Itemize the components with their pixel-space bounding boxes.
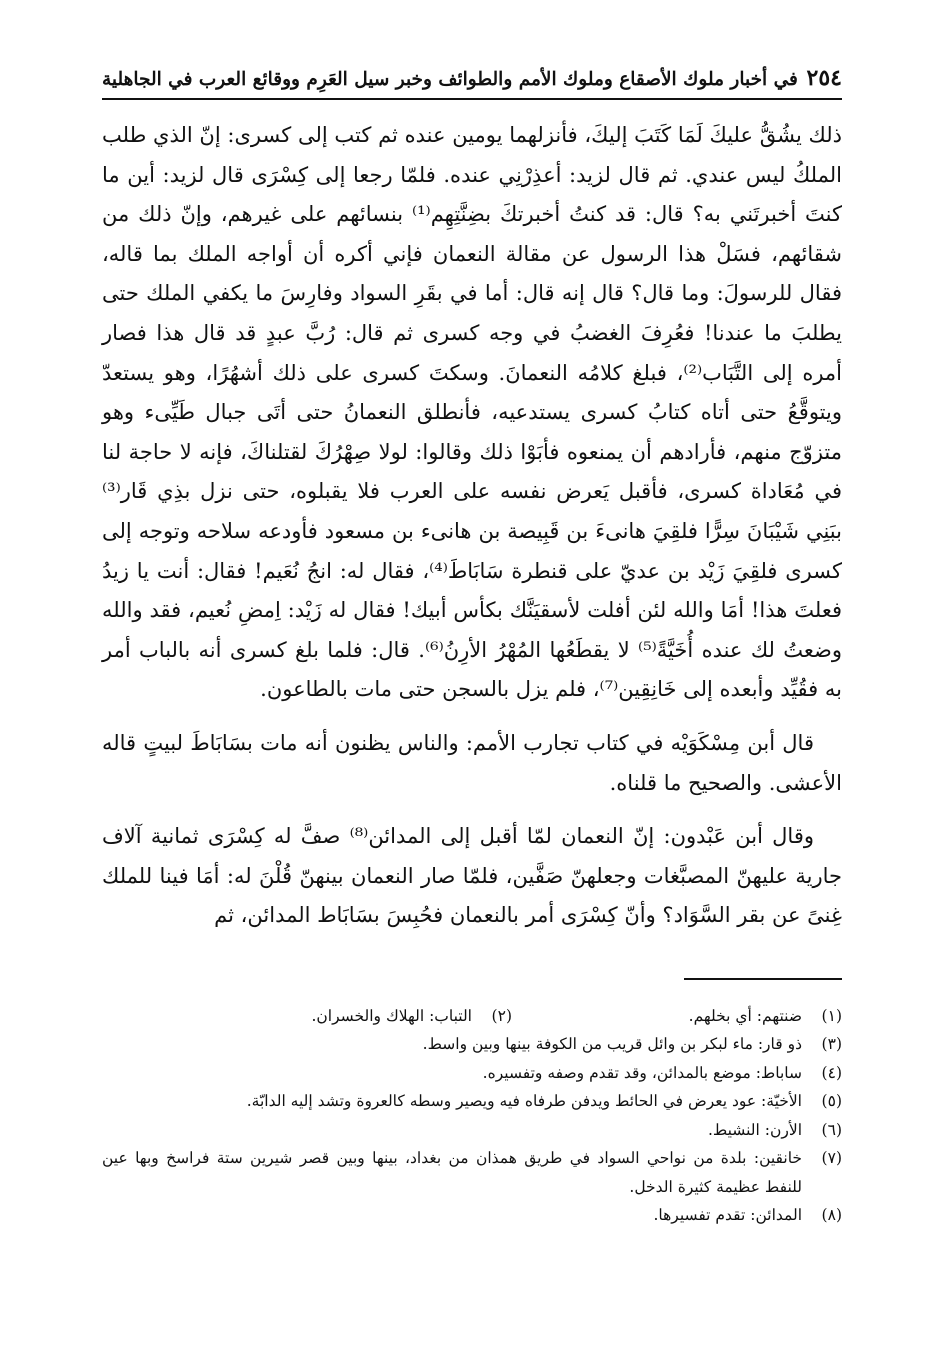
footnote-row xyxy=(102,1087,842,1116)
footnote-item xyxy=(512,1002,842,1031)
footnote-number: (٣) xyxy=(821,1035,842,1054)
footnote-text: ذو قار: ماء لبكر بن وائل قريب من الكوفة بينها وبين واسط. xyxy=(422,1035,802,1054)
running-header xyxy=(102,58,842,100)
main-text xyxy=(102,116,842,936)
footnote-number: (٨) xyxy=(821,1206,842,1225)
footnote-separator xyxy=(684,978,842,980)
footnote-text: التباب: الهلاك والخسران. xyxy=(311,1006,472,1025)
footnote-number: (١) xyxy=(821,1006,842,1025)
footnote-text: ساباط: موضع بالمدائن، وقد تقدم وصفه وتفسيره. xyxy=(482,1063,802,1082)
footnote-row xyxy=(102,1116,842,1145)
footnote-item xyxy=(102,1144,842,1201)
footnote-row xyxy=(102,1030,842,1059)
footnote-item xyxy=(247,1087,842,1116)
footnote-item xyxy=(653,1201,842,1230)
footnote-text: الأرن: النشيط. xyxy=(707,1120,802,1139)
footnote-item xyxy=(708,1116,842,1145)
footnote-item xyxy=(423,1030,842,1059)
footnote-text: خانقين: بلدة من نواحي السواد في طريق همذان من بغداد، بينها وبين قصر شيرين ستة فراسخ وبها عين للنفط عظيمة كثيرة الدخل. xyxy=(102,1149,802,1196)
running-header-title: في أخبار ملوك الأصقاع وملوك الأمم والطوائف وخبر سيل العَرِم ووقائع العرب في الجاهلية xyxy=(102,69,798,90)
footnote-text: الأخيّة: عود يعرض في الحائط ويدفن طرفاه فيه ويصير وسطه كالعروة وتشد إليه الدابّة. xyxy=(246,1092,802,1111)
book-page xyxy=(102,58,842,1349)
footnote-item xyxy=(483,1059,842,1088)
footnote-number: (٥) xyxy=(821,1092,842,1111)
footnote-text: المدائن: تقدم تفسيرها. xyxy=(653,1206,802,1225)
footnote-row xyxy=(102,1201,842,1230)
footnote-item xyxy=(312,1002,513,1031)
paragraph: وقال أبن عَبْدون: إنّ النعمان لمّا أقبل إلى المدائن⁽⁸⁾ صفَّ له كِسْرَى ثمانية آلاف جارية عليهنّ المصبَّغات وجعلهنّ صَفَّين، فلمّا صار النعمان بينهنّ قُلْنَ له: أمَا فينا للملك غِنىً عن بقر السَّوَاد؟ وأنّ كِسْرَى أمر بالنعمان فحُبِسَ بسَابَاط المدائن، ثم xyxy=(102,824,842,928)
footnote-text: ضنتهم: أي بخلهم. xyxy=(688,1006,802,1025)
footnotes xyxy=(102,1002,842,1230)
paragraph: ذلك يشُقُّ عليكَ لَمَا كَتَبَ إليكَ، فأنزلهما يومين عنده ثم كتب إلى كسرى: إنّ الذي طلب الملكُ ليس عندي. ثم قال لزيد: أعذِرْنِي عنده. فلمّا رجعا إلى كِسْرَى قال لزيد: أين ما كنتَ أخبرتَني به؟ قال: قد كنتُ أخبرتكَ بضِنَّتِهِم⁽¹⁾ بنسائهم على غيرهم، وإنّ ذلك من شقائهم، فسَلْ هذا الرسول عن مقالة النعمان فإني أكره أن أواجه الملك بما قاله، فقال للرسولَ: وما قال؟ قال إنه قال: أما في بقَرِ السواد وفارِسَ ما يكفي الملك حتى يطلبَ ما عندنا! فعُرِفَ الغضبُ في وجه كسرى ثم قال: رُبَّ عبدٍ قد قال هذا فصار أمره إلى التَّبَاب⁽²⁾، فبلغ كلامُه النعمانَ. وسكتَ كسرى على ذلك أشهُرًا، وهو يستعدّ ويتوقَّعُ حتى أتاه كتابُ كسرى يستدعيه، فأنطلق النعمانُ حتى أتَى جبال طَيِّىء وهو متزوّج منهم، فأرادهم أن يمنعوه فأبَوْا ذلك وقالوا: لولا صِهْرُكَ لقتلناكَ، فإنه لا حاجة لنا في مُعَاداة كسرى، فأقبل يَعرض نفسه على العرب فلا يقبلوه، حتى نزل بذِي قَار⁽³⁾ ببَنِي شَيْبَانَ سِرًّا فلقِيَ هانىءَ بن قَبِيصة بن هانىء بن مسعود فأودعه سلاحه وتوجه إلى كسرى فلقِيَ زَيْد بن عديّ على قنطرة سَابَاطَ⁽⁴⁾، فقال له: انجُ نُعَيم! فقال: أنت يا زيدُ فعلتَ هذا! أمَا والله لئن أفلت لأسقيَنَّك بكأس أبيك! فقال له زَيْد: اِمضِ نُعيم، فقد والله وضعتُ لك عنده أُخَيَّةً⁽⁵⁾ لا يقطَعُها المُهْرُ الأرِنُ⁽⁶⁾. قال: فلما بلغ كسرى أنه بالباب أمر به فقُيِّد وأبعده إلى خَانِقِين⁽⁷⁾، فلم يزل بالسجن حتى مات بالطاعون. xyxy=(102,123,843,702)
paragraph: قال أبن مِسْكَوَيْه في كتاب تجارب الأمم: والناس يظنون أنه مات بسَابَاطَ لبيتٍ قاله الأعشى. والصحيح ما قلناه. xyxy=(102,730,842,795)
footnote-number: (٧) xyxy=(821,1149,842,1168)
footnote-row xyxy=(102,1144,842,1201)
footnote-number: (٦) xyxy=(821,1120,842,1139)
footnote-number: (٢) xyxy=(491,1006,512,1025)
footnote-row xyxy=(102,1002,842,1031)
footnote-row xyxy=(102,1059,842,1088)
page-number: ٢٥٤ xyxy=(806,65,842,91)
footnote-number: (٤) xyxy=(821,1063,842,1082)
